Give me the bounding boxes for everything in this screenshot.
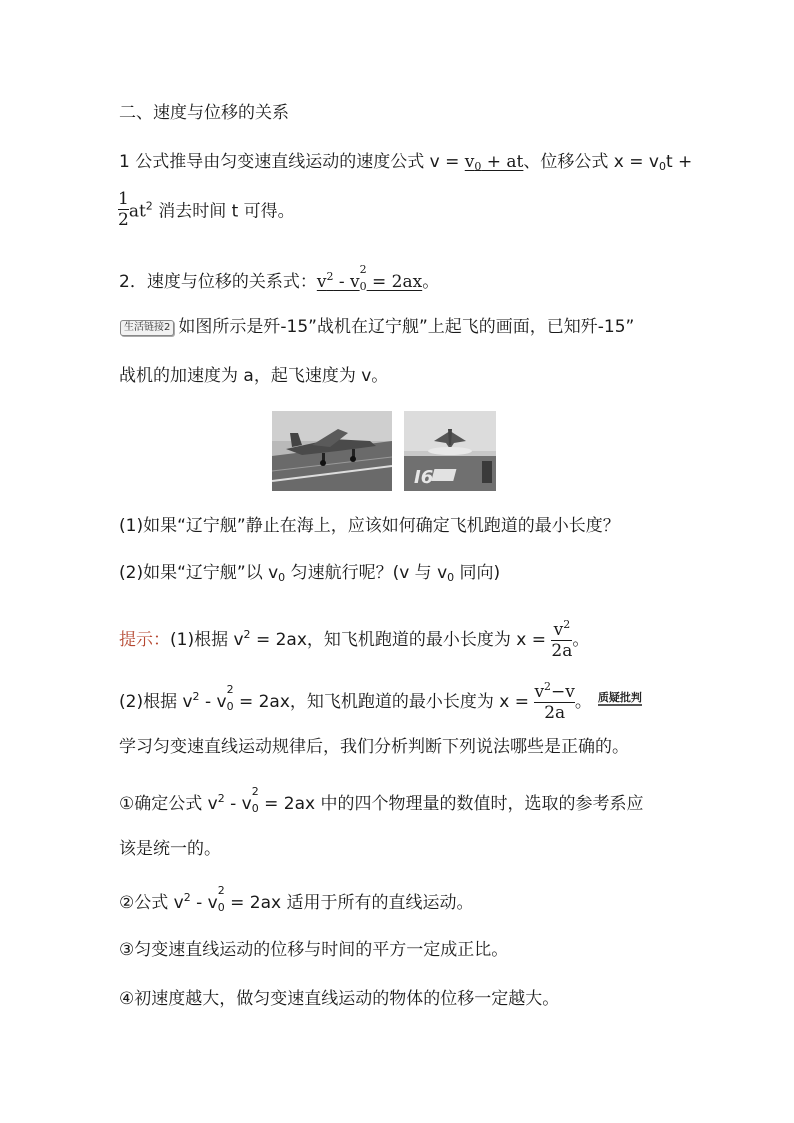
hint-answer-2 <box>119 680 642 724</box>
hint-answer-1 <box>119 618 589 662</box>
a2-num-sup: 2 <box>544 680 552 693</box>
a1-b: = 2ax，知飞机跑道的最小长度为 x = <box>250 630 547 650</box>
i2-sub: 0 <box>217 901 225 914</box>
relation-text: 2．速度与位移的关系式： <box>119 272 317 292</box>
f-v-sup: 2 <box>326 270 334 283</box>
velocity-formula <box>465 152 524 172</box>
i1-sub: 0 <box>251 802 259 815</box>
judge-item-1 <box>119 785 644 820</box>
f-2ax: = 2ax <box>366 272 423 292</box>
a2-sup: 2 <box>192 690 200 703</box>
judge-item-2 <box>119 884 474 919</box>
a2-sub: 0 <box>226 700 234 713</box>
f-v0: - v <box>333 272 360 292</box>
relation-end: 。 <box>422 272 440 292</box>
judge-item-3: ③匀变速直线运动的位移与时间的平方一定成正比。 <box>119 940 509 960</box>
i2-sup: 2 <box>183 891 191 904</box>
jet-on-deck-image <box>272 411 392 491</box>
life-link-badge: 生活链接2 <box>120 320 174 336</box>
a2-num <box>534 678 574 701</box>
f-v0-sup: 2 <box>359 263 367 276</box>
a1-den: 2a <box>551 641 573 661</box>
a1-sup: 2 <box>243 628 251 641</box>
a2-b: - v <box>199 692 227 712</box>
a2-num-v: v <box>534 682 545 702</box>
a2-den: 2a <box>544 703 566 723</box>
i1-sup2: 2 <box>251 785 259 798</box>
i2-c: = 2ax 适用于所有的直线运动。 <box>224 893 474 913</box>
a2-end: 。 <box>574 692 592 712</box>
a1-num-v: v <box>553 620 564 640</box>
a2-c: = 2ax，知飞机跑道的最小长度为 x = <box>233 692 530 712</box>
a1-text: (1)根据 v <box>170 630 244 650</box>
question-1: (1)如果“辽宁舰”静止在海上，应该如何确定飞机跑道的最小长度？ <box>119 516 620 536</box>
f-v0-sub: 0 <box>359 280 367 293</box>
a2-sup2: 2 <box>226 683 234 696</box>
carrier-takeoff-photo-1 <box>272 411 392 491</box>
i1-a: ①确定公式 v <box>119 794 218 814</box>
a2-text: (2)根据 v <box>119 692 193 712</box>
jet-launch-image <box>404 411 496 491</box>
v0-sub: 0 <box>474 160 482 173</box>
f-v0-subsup <box>359 263 367 298</box>
q2-c: 同向) <box>454 563 501 583</box>
x-sub: 0 <box>658 160 666 173</box>
q2-sub2: 0 <box>447 571 455 584</box>
half-fraction <box>118 190 129 229</box>
i1-c: = 2ax 中的四个物理量的数值时，选取的参考系应 <box>258 794 644 814</box>
relation-formula-line <box>119 263 440 298</box>
carrier-takeoff-photo-2 <box>404 411 496 491</box>
a1-num <box>551 616 572 639</box>
a1-end: 。 <box>572 630 590 650</box>
at-term: at <box>128 201 146 222</box>
derivation-text-b: 、位移公式 x = v <box>523 152 659 172</box>
a2-subsup <box>226 683 234 718</box>
question-2 <box>119 562 500 589</box>
q2-sub: 0 <box>278 571 286 584</box>
i1-b: - v <box>224 794 252 814</box>
section-title: 二、速度与位移的关系 <box>119 103 289 123</box>
judge-item-1-line-2: 该是统一的。 <box>119 839 221 859</box>
a2-num-b: −v <box>551 682 575 702</box>
life-link-text-1: 如图所示是歼-15”战机在辽宁舰”上起飞的画面，已知歼-15” <box>178 317 635 337</box>
i2-a: ②公式 v <box>119 893 184 913</box>
half-den: 2 <box>118 210 129 230</box>
at-sup: 2 <box>145 199 153 213</box>
derivation-text-a: 由匀变速直线运动的速度公式 v = <box>203 152 465 172</box>
formula-derivation-line <box>119 151 692 178</box>
i2-sup2: 2 <box>217 884 225 897</box>
derivation-prefix: 1 公式推导 <box>119 152 204 172</box>
a1-fraction <box>551 616 572 660</box>
q2-a: (2)如果“辽宁舰”以 v <box>119 563 279 583</box>
life-link-line-1 <box>120 316 634 338</box>
svg-text:I6: I6 <box>414 467 434 488</box>
v0-symbol: v <box>464 152 475 172</box>
f-v: v <box>316 272 327 292</box>
relation-formula <box>316 263 423 293</box>
judge-item-4: ④初速度越大，做匀变速直线运动的物体的位移一定越大。 <box>119 989 560 1009</box>
i2-subsup <box>217 884 225 919</box>
question-critique-badge: 质疑批判 <box>597 691 642 704</box>
q2-b: 匀速航行呢？(v 与 v <box>285 563 448 583</box>
derivation-line-2 <box>118 189 295 231</box>
half-num: 1 <box>118 189 129 209</box>
v0-rest: + at <box>481 152 524 172</box>
judge-intro: 学习匀变速直线运动规律后，我们分析判断下列说法哪些是正确的。 <box>119 737 629 757</box>
life-link-line-2: 战机的加速度为 a，起飞速度为 v。 <box>119 366 389 386</box>
derivation-text-d: 消去时间 t 可得。 <box>152 201 295 222</box>
i1-sup: 2 <box>217 792 225 805</box>
i1-subsup <box>251 785 259 820</box>
a1-num-sup: 2 <box>563 618 571 631</box>
a2-fraction <box>534 678 574 722</box>
x-rest: t + <box>665 152 693 172</box>
i2-b: - v <box>190 893 218 913</box>
hint-label: 提示： <box>119 630 170 650</box>
